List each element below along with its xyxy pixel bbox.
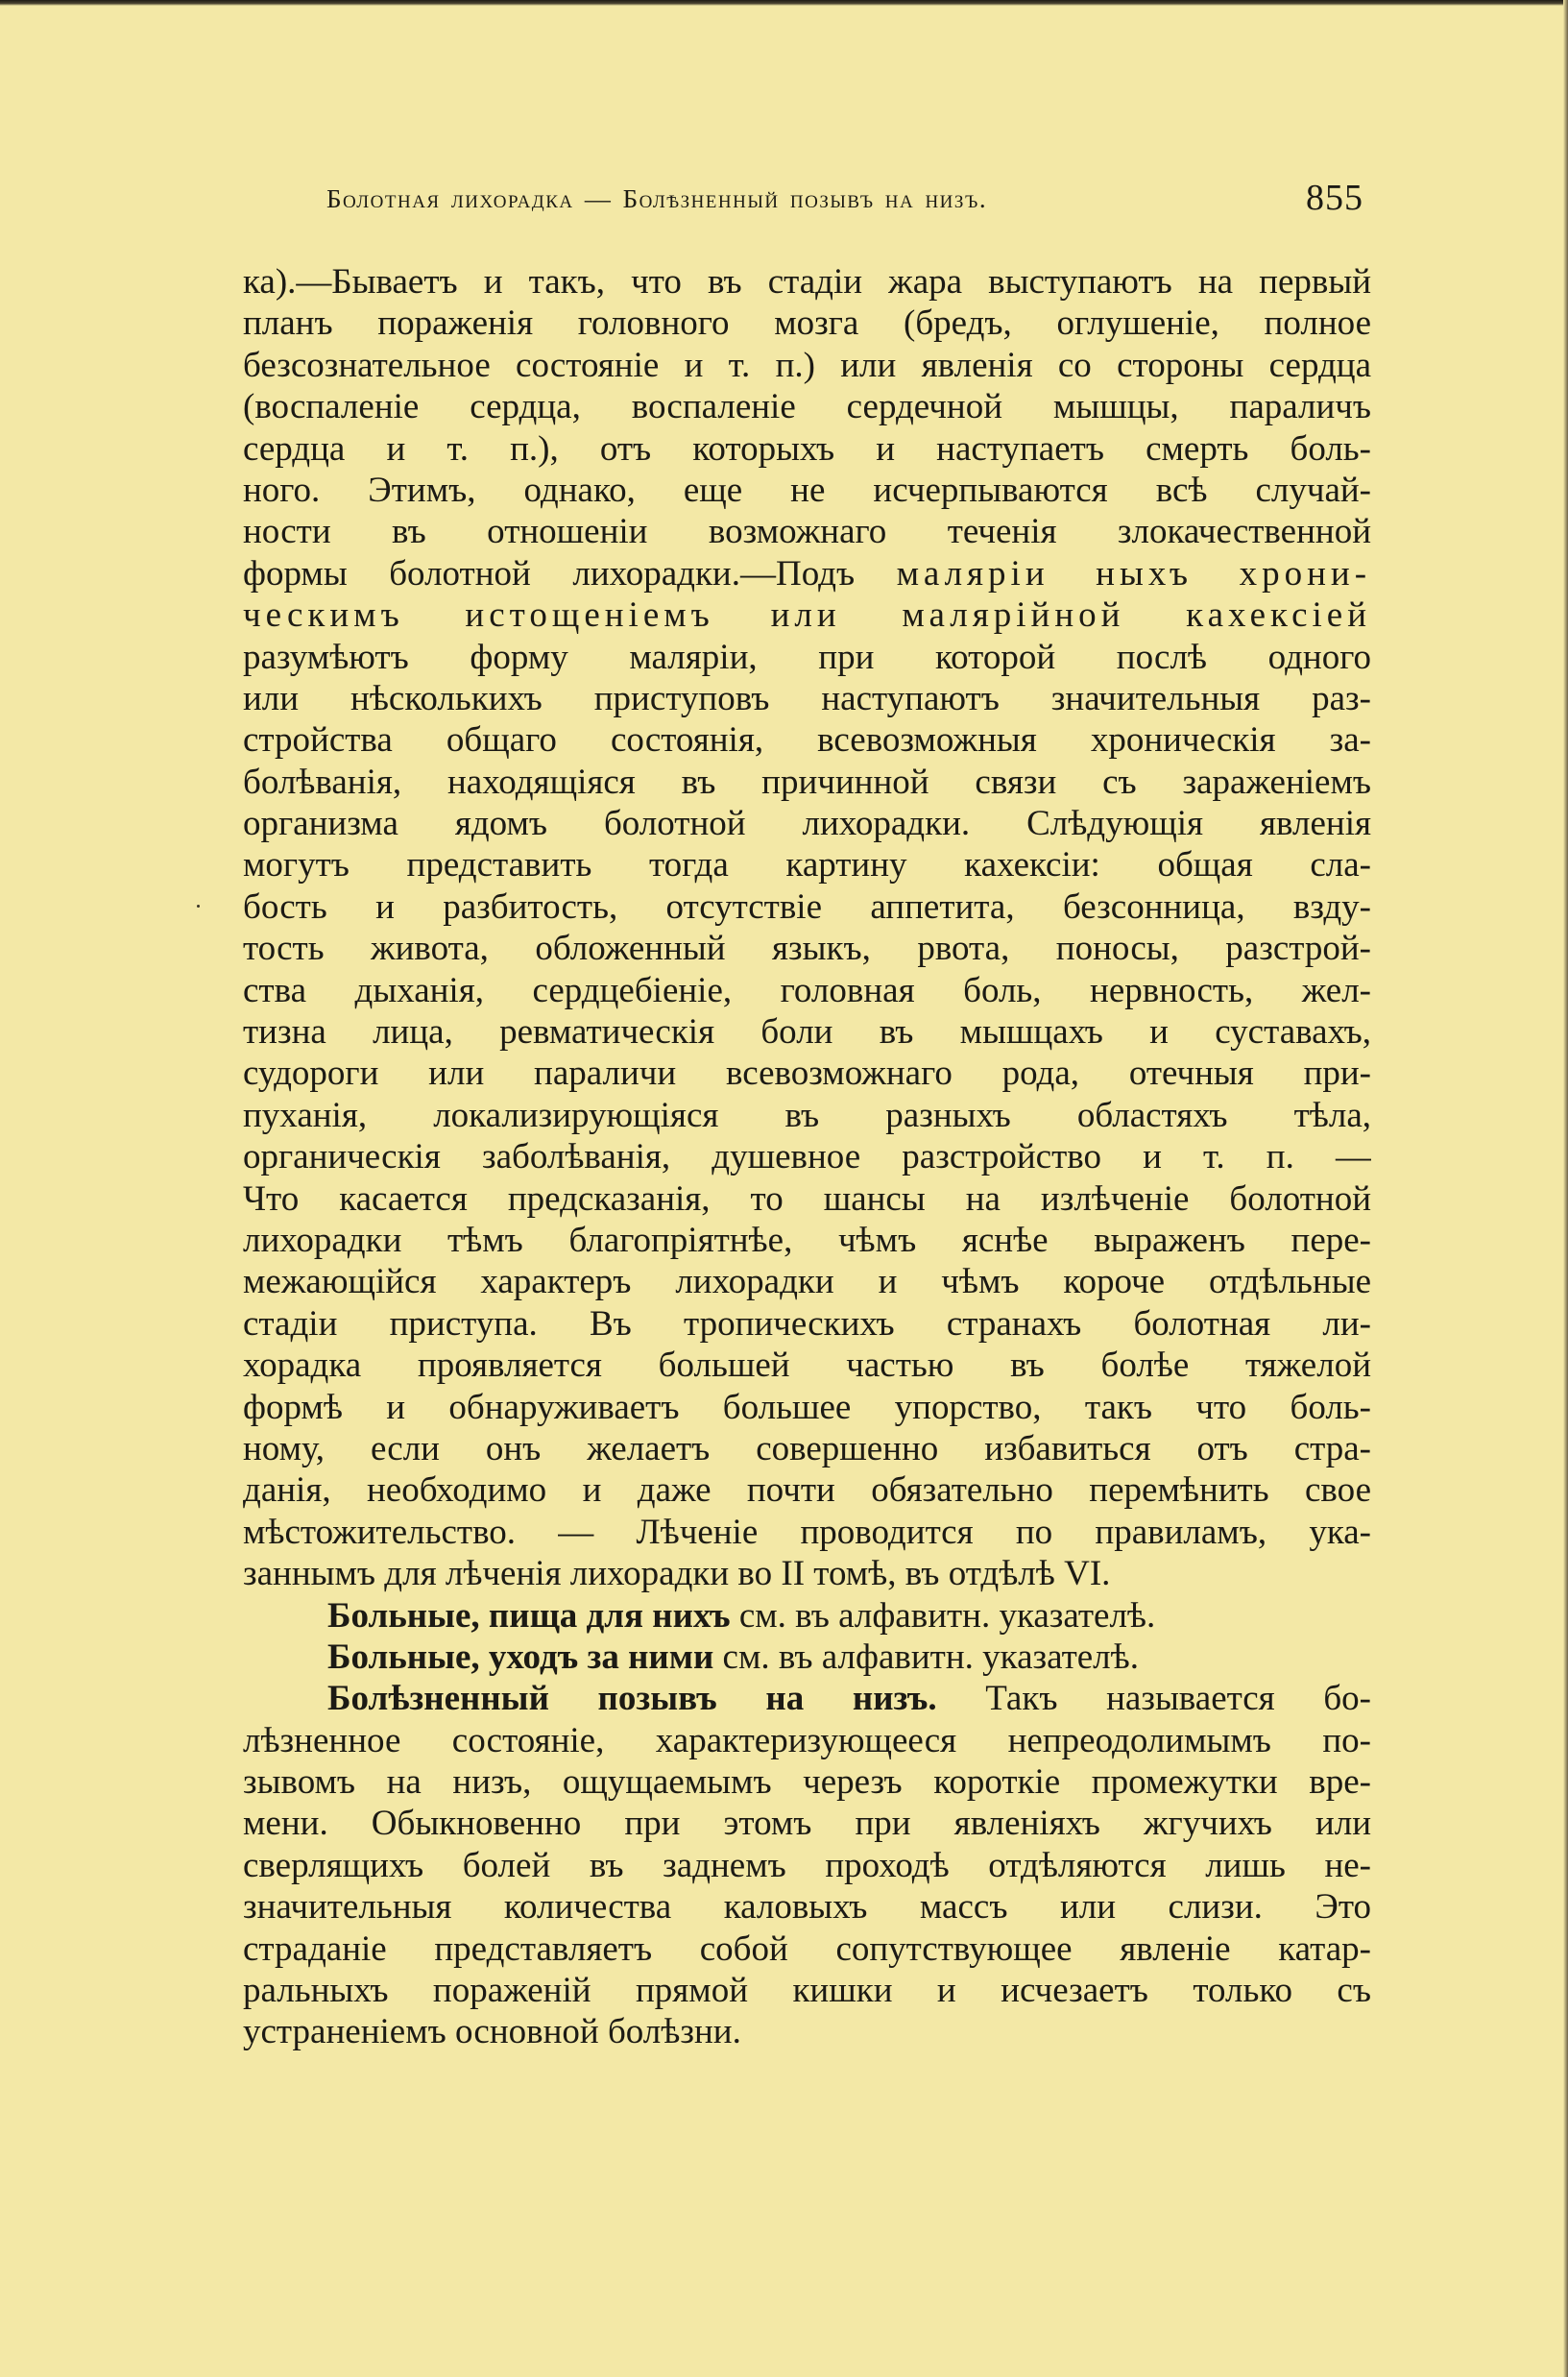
text-line: зывомъ на низъ, ощущаемымъ черезъ короткіе промежутки вре- [243,1762,1371,1803]
entry-term: Больные, пища для нихъ [327,1595,731,1636]
text-line: организма ядомъ болотной лихорадки. Слѣдующія явленія [243,804,1371,844]
text-line: лѣзненное состояніе, характеризующееся непреодолимымъ по- [243,1720,1371,1760]
text-line: тизна лица, ревматическія боли въ мышцахъ и суставахъ, [243,1012,1371,1053]
text-line: (воспаленіе сердца, воспаленіе сердечной мышцы, параличъ [243,387,1371,427]
text-line: заннымъ для лѣченія лихорадки во II томѣ, въ отдѣлѣ VI. [243,1554,1111,1594]
text-line: сверлящихъ болей въ заднемъ проходѣ отдѣляются лишь не- [243,1845,1371,1885]
text-line: пуханія, локализирующіяся въ разныхъ областяхъ тѣла, [243,1095,1371,1135]
spaced-term: ческимъ истощеніемъ [243,595,714,636]
text-line: страданіе представляетъ собой сопутствующее явленіе катар- [243,1928,1371,1969]
text-line [243,553,1371,594]
text-line: значительныя количества каловыхъ массъ или слизи. Это [243,1887,1371,1928]
text-line: тость живота, обложенный языкъ, рвота, поносы, разстрой- [243,929,1371,969]
spaced-term: маляріи ныхъ хрони- [896,553,1371,594]
entry-term: Больные, уходъ за ними [327,1637,714,1677]
text-line: сердца и т. п.), отъ которыхъ и наступаетъ смерть боль- [243,428,1371,469]
text-fragment: формы болотной лихорадки.—Подъ [243,553,856,594]
text-line: мени. Обыкновенно при этомъ при явленіяхъ жгучихъ или [243,1804,1371,1844]
running-title: Болотная лихорадка — Болѣзненный позывъ на низъ. [326,184,988,213]
text-line: ного. Этимъ, однако, еще не исчерпываются всѣ случай- [243,470,1371,510]
text-line: формѣ и обнаруживаетъ большее упорство, такъ что боль- [243,1387,1371,1427]
text-line: разумѣютъ форму маляріи, при которой послѣ одного [243,637,1371,677]
entry-term: Болѣзненный позывъ на низъ. [327,1679,937,1719]
entry-reference: см. въ алфавитн. указателѣ. [722,1637,1139,1677]
body-text [243,261,1371,2053]
text-line: могутъ представить тогда картину кахексіи: общая сла- [243,845,1371,885]
page-right-edge [1563,0,1568,2377]
text-line: или нѣсколькихъ приступовъ наступаютъ значительныя раз- [243,678,1371,718]
text-line: межающійся характеръ лихорадки и чѣмъ короче отдѣльные [243,1262,1371,1302]
text-line: хорадка проявляется большей частью въ болѣе тяжелой [243,1346,1371,1386]
text-fragment: Такъ называется бо- [985,1679,1371,1719]
text-line: ральныхъ пораженій прямой кишки и исчезаетъ только съ [243,1971,1371,2011]
text-line: стройства общаго состоянія, всевозможныя хроническія за- [243,720,1371,761]
text-line: бость и разбитость, отсутствіе аппетита, безсонница, взду- [243,886,1371,927]
text-line: стадіи приступа. Въ тропическихъ странахъ болотная ли- [243,1303,1371,1344]
text-line [243,594,1371,636]
text-line: устраненіемъ основной болѣзни. [243,2012,741,2052]
text-line: безсознательное состояніе и т. п.) или явленія со стороны сердца [243,345,1371,385]
text-line: Что касается предсказанія, то шансы на излѣченіе болотной [243,1178,1371,1219]
print-speck [197,905,200,908]
entry-sick-care [243,1637,1371,1678]
entry-sick-food [243,1595,1371,1637]
text-line: ка).—Бываетъ и такъ, что въ стадіи жара выступаютъ на первый [243,262,1371,302]
page-top-edge [0,0,1568,6]
text-line: мѣстожительство. — Лѣченіе проводится по правиламъ, ука- [243,1512,1371,1552]
page-number: 855 [1306,178,1363,218]
text-line: ности въ отношеніи возможнаго теченія злокачественной [243,512,1371,552]
spaced-term: или малярійной кахексіей [770,595,1371,636]
text-line: ному, если онъ желаетъ совершенно избавиться отъ стра- [243,1428,1371,1468]
text-line: ства дыханія, сердцебіеніе, головная боль, нервность, жел- [243,970,1371,1010]
text-line: лихорадки тѣмъ благопріятнѣе, чѣмъ яснѣе выраженъ пере- [243,1220,1371,1260]
entry-tenesmus [243,1678,1371,1719]
text-line: болѣванія, находящіяся въ причинной связи съ зараженіемъ [243,762,1371,802]
text-line: органическія заболѣванія, душевное разстройство и т. п. — [243,1137,1371,1177]
text-line: планъ пораженія головного мозга (бредъ, оглушеніе, полное [243,303,1371,344]
entry-reference: см. въ алфавитн. указателѣ. [738,1595,1156,1636]
running-header [326,171,1363,229]
text-line: данія, необходимо и даже почти обязательно перемѣнить свое [243,1470,1371,1511]
text-line: судороги или параличи всевозможнаго рода, отечныя при- [243,1054,1371,1094]
